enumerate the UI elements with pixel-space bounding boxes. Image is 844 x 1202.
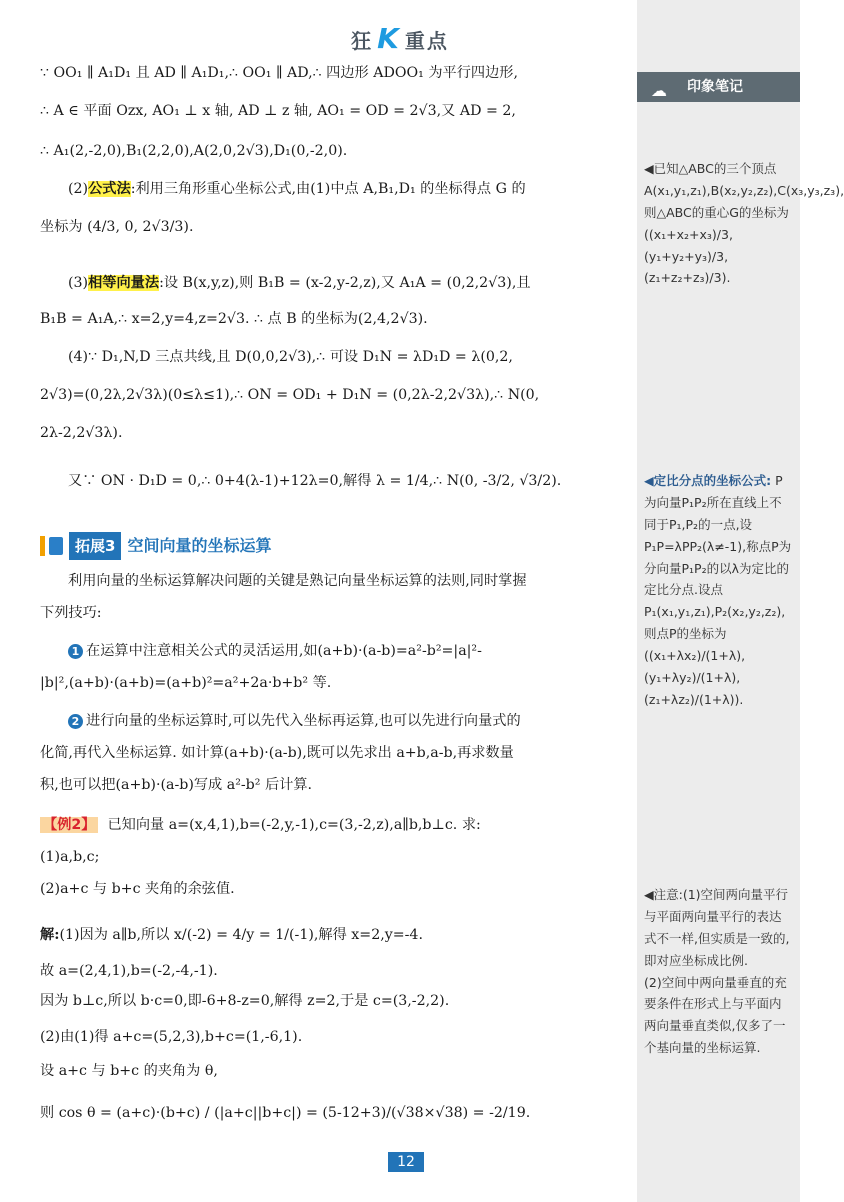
note-text: ◀已知△ABC的三个顶点A(x₁,y₁,z₁),B(x₂,y₂,z₂),C(x₃,y₃,z₃),则△ABC的重心G的坐标为 xyxy=(644,161,844,220)
text-line: (2)公式法:利用三角形重心坐标公式,由(1)中点 A,B₁,D₁ 的坐标得点 G 的 xyxy=(68,181,526,197)
brand-left: 狂 xyxy=(351,29,374,53)
text-line: |b|²,(a+b)·(a+b)=(a+b)²=a²+2a·b+b² 等. xyxy=(40,675,332,691)
text-line: 坐标为 (4/3, 0, 2√3/3). xyxy=(40,219,194,235)
brand-right: 重点 xyxy=(404,29,449,53)
method-label: 公式法 xyxy=(88,181,131,197)
solution-line: 故 a=(2,4,1),b=(-2,-4,-1). xyxy=(40,963,218,979)
number-1-icon: 1 xyxy=(68,644,83,659)
text-line: 又∵ ON · D₁D = 0,∴ 0+4(λ-1)+12λ=0,解得 λ = 1/4,∴ N(0, -3/2, √3/2). xyxy=(68,473,562,489)
question: (1)a,b,c; xyxy=(40,849,100,865)
example-tag: 【例2】 xyxy=(40,817,98,833)
tip-2: 2 进行向量的坐标运算时,可以先代入坐标再运算,也可以先进行向量式的 xyxy=(68,710,521,733)
book-icon xyxy=(49,537,63,555)
text-line: ∴ A₁(2,-2,0),B₁(2,2,0),A(2,0,2√3),D₁(0,-2,0). xyxy=(40,143,348,159)
tip-1: 1 在运算中注意相关公式的灵活运用,如(a+b)·(a-b)=a²-b²=|a|²- xyxy=(68,640,482,663)
text-line: (4)∵ D₁,N,D 三点共线,且 D(0,0,2√3),∴ 可设 D₁N = λD₁D = λ(0,2, xyxy=(68,349,513,365)
text-line: 积,也可以把(a+b)·(a-b)写成 a²-b² 后计算. xyxy=(40,777,313,793)
sidebar-note-section-point xyxy=(644,470,792,711)
section-title: 空间向量的坐标运算 xyxy=(127,536,272,556)
sidebar-heading xyxy=(637,72,800,102)
text-line: (3)相等向量法:设 B(x,y,z),则 B₁B = (x-2,y-2,z),又 A₁A = (0,2,2√3),且 xyxy=(68,275,531,291)
note-text: P为向量P₁P₂所在直线上不同于P₁,P₂的一点,设P₁P=λPP₂(λ≠-1),称点P为分向量P₁P₂的以λ为定比的定比分点.设点P₁(x₁,y₁,z₁),P₂(x₂,y₂,z₂),则点P的坐标为 xyxy=(644,473,792,642)
brand-k: K xyxy=(377,22,401,55)
sidebar-note-centroid xyxy=(644,158,844,289)
example-heading: 【例2】 已知向量 a=(x,4,1),b=(-2,y,-1),c=(3,-2,z),a∥b,b⊥c. 求: xyxy=(40,814,481,837)
note-text: ◀注意:(1)空间两向量平行与平面两向量平行的表达式不一样,但实质是一致的,即对应坐标成比例. xyxy=(644,887,790,968)
section-label: 拓展3 xyxy=(69,532,121,560)
text-line: 2√3)=(0,2λ,2√3λ)(0≤λ≤1),∴ ON = OD₁ + D₁N = (0,2λ-2,2√3λ),∴ N(0, xyxy=(40,387,540,403)
solution-line: 则 cos θ = (a+c)·(b+c) / (|a+c||b+c|) = (5-12+3)/(√38×√38) = -2/19. xyxy=(40,1105,531,1121)
text-line: 2λ-2,2√3λ). xyxy=(40,425,123,441)
solution-line: 设 a+c 与 b+c 的夹角为 θ, xyxy=(40,1063,218,1079)
solution-label: 解: xyxy=(40,927,60,943)
text-line: 下列技巧: xyxy=(40,605,102,621)
note-text: (2)空间中两向量垂直的充要条件在形式上与平面内两向量垂直类似,仅多了一个基向量的坐标运算. xyxy=(644,974,787,1056)
text-line: 化简,再代入坐标运算. 如计算(a+b)·(a-b),既可以先求出 a+b,a-b,再求数量 xyxy=(40,745,514,761)
number-2-icon: 2 xyxy=(68,714,83,729)
page-number: 12 xyxy=(388,1152,424,1172)
solution-line: 因为 b⊥c,所以 b·c=0,即-6+8-z=0,解得 z=2,于是 c=(3,-2,2). xyxy=(40,993,450,1009)
text-line: ∴ A ∈ 平面 Ozx, AO₁ ⊥ x 轴, AD ⊥ z 轴, AO₁ = OD = 2√3,又 AD = 2, xyxy=(40,103,516,119)
text-line: ∵ OO₁ ∥ A₁D₁ 且 AD ∥ A₁D₁,∴ OO₁ ∥ AD,∴ 四边形 ADOO₁ 为平行四边形, xyxy=(40,65,518,81)
section-mark xyxy=(40,536,45,556)
sidebar-heading-text: 印象笔记 xyxy=(687,79,743,95)
brand-logo xyxy=(351,22,449,55)
text-line: 利用向量的坐标运算解决问题的关键是熟记向量坐标运算的法则,同时掌握 xyxy=(68,573,527,589)
solution-line: (2)由(1)得 a+c=(5,2,3),b+c=(1,-6,1). xyxy=(40,1029,303,1045)
method-label: 相等向量法 xyxy=(88,275,160,291)
note-icon: ☁ xyxy=(651,81,667,100)
solution-line: 解:(1)因为 a∥b,所以 x/(-2) = 4/y = 1/(-1),解得 x=2,y=-4. xyxy=(40,927,423,943)
note-formula: ((x₁+λx₂)/(1+λ), (y₁+λy₂)/(1+λ), (z₁+λz₂)/(1+λ)). xyxy=(644,648,746,707)
note-title: ◀定比分点的坐标公式: xyxy=(644,473,772,488)
question: (2)a+c 与 b+c 夹角的余弦值. xyxy=(40,881,235,897)
text-line: B₁B = A₁A,∴ x=2,y=4,z=2√3. ∴ 点 B 的坐标为(2,4,2√3). xyxy=(40,311,428,327)
section-heading xyxy=(40,532,271,560)
sidebar-note-attention xyxy=(644,884,792,1059)
note-formula: ((x₁+x₂+x₃)/3, (y₁+y₂+y₃)/3, (z₁+z₂+z₃)/3). xyxy=(644,226,733,286)
